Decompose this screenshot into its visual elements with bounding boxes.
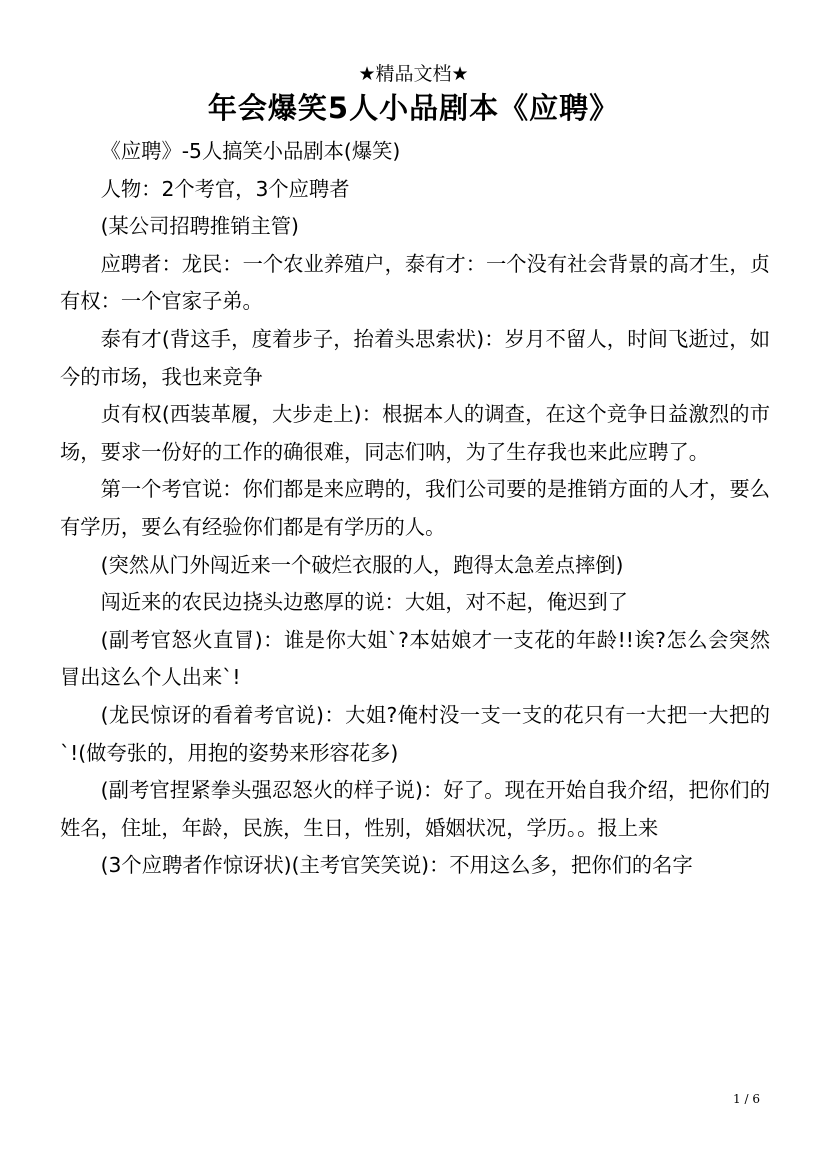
paragraph: 《应聘》-5人搞笑小品剧本(爆笑) [100, 139, 401, 163]
page-number: 1 / 6 [733, 1092, 760, 1106]
paragraph: (龙民惊讶的看着考官说)：大姐?俺村没一支一支的花只有一大把一大把的`!(做夸张的，用抱的姿势来形容花多) [60, 702, 770, 765]
paragraph: (3个应聘者作惊讶状)(主考官笑笑说)：不用这么多，把你们的名字 [100, 853, 693, 878]
paragraph: (副考官捏紧拳头强忍怒火的样子说)：好了。现在开始自我介绍，把你们的姓名，住址，年龄，民族，生日，性别，婚姻状况，学历。。报上来 [60, 778, 770, 840]
paragraph: 人物：2个考官，3个应聘者 [100, 176, 350, 201]
document-body [60, 133, 770, 885]
document-header-tag: ★精品文档★ [358, 63, 469, 85]
paragraph: 泰有才(背这手，度着步子，抬着头思索状)：岁月不留人，时间飞逝过，如今的市场，我也来竞争 [60, 326, 770, 389]
paragraph: 闯近来的农民边挠头边憨厚的说：大姐，对不起，俺迟到了 [100, 590, 628, 615]
document-title: 年会爆笑5人小品剧本《应聘》 [207, 91, 620, 125]
paragraph: (副考官怒火直冒)：谁是你大姐`?本姑娘才一支花的年龄!!诶?怎么会突然冒出这么个人出来`! [60, 627, 770, 690]
paragraph: 贞有权(西装革履，大步走上)：根据本人的调查，在这个竞争日益激烈的市场，要求一份好的工作的确很难，同志们呐，为了生存我也来此应聘了。 [60, 402, 770, 464]
paragraph: (突然从门外闯近来一个破烂衣服的人，跑得太急差点摔倒) [100, 552, 624, 577]
paragraph: (某公司招聘推销主管) [100, 214, 299, 239]
paragraph: 第一个考官说：你们都是来应聘的，我们公司要的是推销方面的人才，要么有学历，要么有经验你们都是有学历的人。 [60, 477, 770, 539]
paragraph: 应聘者：龙民：一个农业养殖户，泰有才：一个没有社会背景的高才生，贞有权：一个官家子弟。 [60, 251, 770, 314]
